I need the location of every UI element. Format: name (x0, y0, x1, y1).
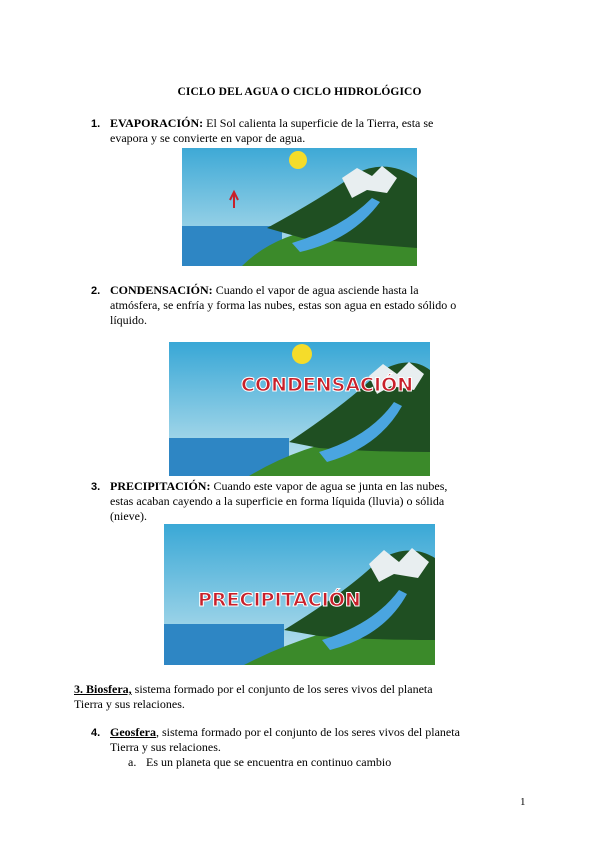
text-line: Tierra y sus relaciones. (74, 697, 185, 711)
precipitation-image-label: PRECIPITACIÓN (198, 589, 361, 611)
sub-list-letter: a. (128, 755, 137, 769)
text-line: Tierra y sus relaciones. (110, 740, 221, 754)
page-number: 1 (520, 796, 526, 808)
term-biosfera: 3. Biosfera, (74, 682, 132, 696)
text-line: estas acaban cayendo a la superficie en forma líquida (lluvia) o sólida (110, 494, 445, 508)
list-number: 4. (91, 727, 101, 739)
text-line: (nieve). (110, 509, 147, 523)
text-line: sistema formado por el conjunto de los seres vivos del planeta (131, 682, 433, 696)
text-line: Cuando este vapor de agua se junta en las nubes, (210, 479, 448, 493)
evaporation-text (110, 116, 550, 146)
term-condensation: CONDENSACIÓN: (110, 283, 213, 297)
evaporation-image (182, 148, 417, 266)
precipitation-image (164, 524, 435, 665)
term-geosfera: Geosfera (110, 725, 156, 739)
condensation-image (169, 342, 430, 476)
biosfera-paragraph (74, 682, 534, 712)
condensation-text (110, 283, 560, 328)
text-line: El Sol calienta la superficie de la Tierra, esta se (203, 116, 434, 130)
list-number: 1. (91, 118, 101, 130)
geosfera-paragraph (110, 725, 560, 755)
term-evaporation: EVAPORACIÓN: (110, 116, 204, 130)
text-line: evapora y se convierte en vapor de agua. (110, 131, 306, 145)
list-number: 2. (91, 285, 101, 297)
text-line: atmósfera, se enfría y forma las nubes, estas son agua en estado sólido o (110, 298, 457, 312)
page-title: CICLO DEL AGUA O CICLO HIDROLÓGICO (177, 86, 422, 98)
precipitation-text (110, 479, 560, 524)
list-number: 3. (91, 481, 101, 493)
text-line: Cuando el vapor de agua asciende hasta la (212, 283, 419, 297)
text-line: , sistema formado por el conjunto de los seres vivos del planeta (155, 725, 460, 739)
sub-list-text: Es un planeta que se encuentra en continuo cambio (146, 755, 392, 769)
condensation-image-label: CONDENSACIÓN (241, 374, 414, 396)
term-precipitation: PRECIPITACIÓN: (110, 479, 211, 493)
text-line: líquido. (110, 313, 148, 327)
